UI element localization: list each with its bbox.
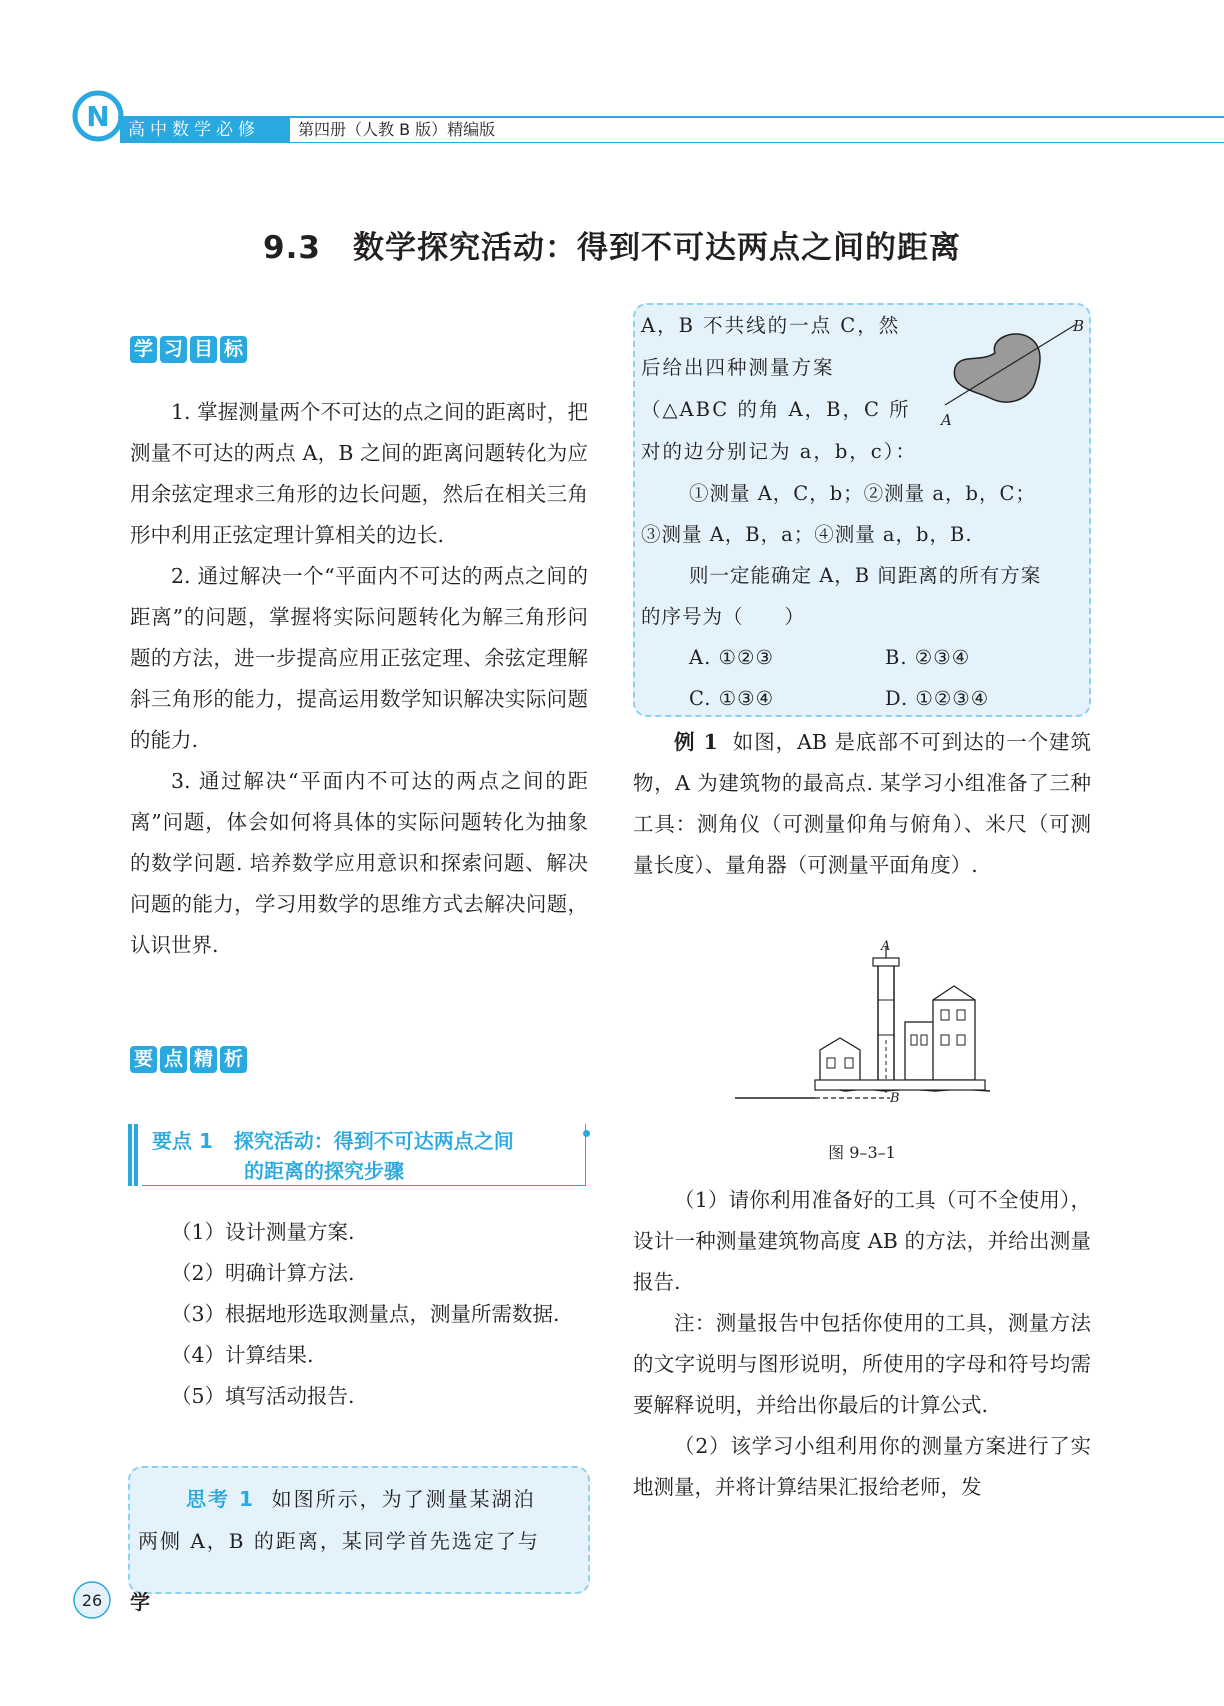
example-label: 例 1 [674,730,718,754]
example-body: 如图，AB 是底部不可到达的一个建筑物，A 为建筑物的最高点. 某学习小组准备了三种工具：测角仪（可测量仰角与俯角）、米尺（可测量长度）、量角器（可测量平面角度）. [633,730,1091,877]
example-text [633,722,1091,886]
think-question-2: 的序号为（ ） [641,605,806,628]
think-label: 思考 1 [186,1487,255,1511]
goal-paragraph: 3. 通过解决“平面内不可达的两点之间的距离”问题，体会如何将具体的实际问题转化为抽象的数学问题. 培养数学应用意识和探索问题、解决问题的能力，学习用数学的思维方式去解决问题，认识世界. [130,769,588,957]
learning-goals-text [130,392,588,966]
think-box-start [128,1466,590,1594]
lake-figure [935,313,1085,433]
section-title: 9.3 数学探究活动：得到不可达两点之间的距离 [263,230,961,266]
footer-label: 学 [130,1590,150,1614]
step-item: （4）计算结果. [171,1343,314,1367]
series-name: 高中数学必修 [120,117,290,143]
choice-b: B. ②③④ [885,646,971,669]
book-subtitle: 第四册（人教 B 版）精编版 [298,120,496,139]
page-number-badge [72,1580,112,1620]
figure-caption: 图 9–3–1 [828,1143,896,1162]
logo-letter: N [86,100,110,133]
step-item: （1）设计测量方案. [171,1220,355,1244]
think-text-1: 如图所示，为了测量某湖泊 [271,1487,536,1511]
lake-label-b: B [1073,317,1085,335]
think-line: A，B 不共线的一点 C，然 [641,314,901,337]
question-1: （1）请你利用准备好的工具（可不全使用），设计一种测量建筑物高度 AB 的方法，并给出测量报告. [633,1188,1091,1294]
point-title-line2: 的距离的探究步骤 [244,1159,404,1183]
choice-a: A. ①②③ [689,646,774,669]
think-line: 对的边分别记为 a，b，c）： [641,440,917,463]
step-item: （2）明确计算方法. [171,1261,355,1285]
think-line: 后给出四种测量方案 [641,356,835,379]
example-questions [633,1180,1091,1508]
page-number: 26 [81,1591,103,1610]
steps-list [130,1212,588,1417]
goal-paragraph: 2. 通过解决一个“平面内不可达的两点之间的距离”的问题，掌握将实际问题转化为解三角形问题的方法，进一步提高应用正弦定理、余弦定理解斜三角形的能力，提高运用数学知识解决实际问题的能力. [130,564,588,752]
learning-goals-badge: 学 习 目 标 [130,336,247,363]
think-options-1: ①测量 A，C，b；②测量 a，b，C； [689,482,1036,505]
point-title-line1: 探究活动：得到不可达两点之间 [233,1129,514,1153]
key-point-heading [128,1124,586,1186]
choice-d: D. ①②③④ [885,687,990,710]
step-item: （5）填写活动报告. [171,1384,355,1408]
goal-paragraph: 1. 掌握测量两个不可达的点之间的距离时，把测量不可达的两点 A，B 之间的距离问题转化为应用余弦定理求三角形的边长问题，然后在相关三角形中利用正弦定理计算相关的边长. [130,400,588,547]
heading-bars [128,1124,138,1186]
lake-label-a: A [941,411,952,429]
point-label: 要点 1 [152,1129,213,1153]
key-points-badge: 要 点 精 析 [130,1046,247,1073]
think-question-1: 则一定能确定 A，B 间距离的所有方案 [689,564,1042,587]
step-item: （3）根据地形选取测量点，测量所需数据. [171,1302,560,1326]
figure-label-a: A [881,940,891,954]
header-underline [290,142,1224,143]
note: 注：测量报告中包括你使用的工具，测量方法的文字说明与图形说明，所使用的字母和符号均需要解释说明，并给出你最后的计算公式. [633,1311,1091,1417]
think-options-2: ③测量 A，B，a；④测量 a，b，B. [641,523,973,546]
heading-dot [583,1130,590,1137]
question-2: （2）该学习小组利用你的测量方案进行了实地测量，并将计算结果汇报给老师，发 [633,1434,1091,1499]
building-figure [735,940,995,1115]
choice-c: C. ①③④ [689,687,775,710]
brand-logo-icon [72,90,124,142]
figure-label-b: B [890,1091,900,1106]
think-text-2: 两侧 A，B 的距离，某同学首先选定了与 [138,1529,540,1553]
think-box-continued [633,303,1091,717]
think-line: （△ABC 的角 A，B，C 所 [641,398,911,421]
